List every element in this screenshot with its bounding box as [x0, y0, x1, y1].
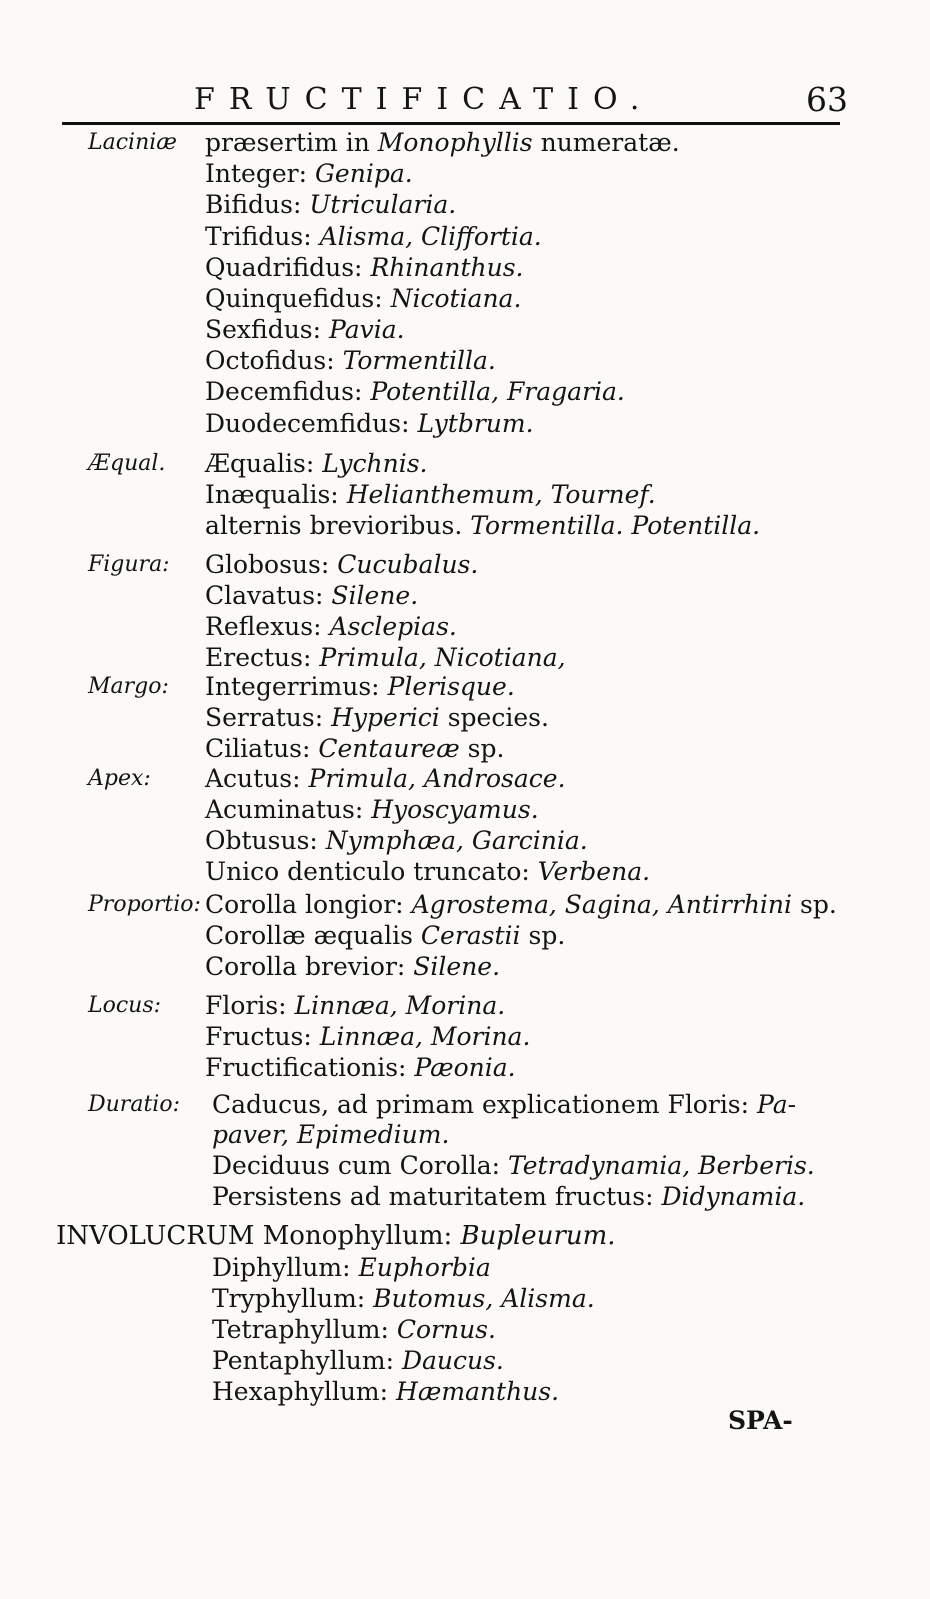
text-line: Octofidus: Tormentilla.	[205, 346, 496, 375]
text-line: Pentaphyllum: Daucus.	[212, 1346, 504, 1375]
text-line: Inæqualis: Helianthemum, Tournef.	[205, 480, 656, 509]
catchword: SPA-	[728, 1406, 793, 1435]
text-line: paver, Epimedium.	[212, 1120, 450, 1149]
page-number: 63	[806, 80, 848, 119]
text-line: Integerrimus: Plerisque.	[205, 672, 515, 701]
running-title: FRUCTIFICATIO.	[194, 82, 654, 117]
text-line: Hexaphyllum: Hæmanthus.	[212, 1377, 560, 1406]
text-line: Corolla brevior: Silene.	[205, 952, 501, 981]
text-line: Serratus: Hyperici species.	[205, 703, 549, 732]
text-line: Reflexus: Asclepias.	[205, 612, 457, 641]
label-proportio: Proportio:	[88, 892, 201, 917]
text-line: Bifidus: Utricularia.	[205, 190, 457, 219]
text-line: Ciliatus: Centaureæ sp.	[205, 734, 505, 763]
text-line: Caducus, ad primam explicationem Floris: Pa-	[212, 1090, 797, 1119]
text-line: Decemfidus: Potentilla, Fragaria.	[205, 377, 625, 406]
text-line: Persistens ad maturitatem fructus: Didynamia.	[212, 1182, 806, 1211]
text-line: Fructificationis: Pæonia.	[205, 1053, 516, 1082]
text-line: Trifidus: Alisma, Cliffortia.	[205, 222, 542, 251]
header-rule	[62, 122, 840, 125]
label-apex: Apex:	[88, 766, 151, 791]
text-line: alternis brevioribus. Tormentilla. Potentilla.	[205, 511, 761, 540]
text-line: Quadrifidus: Rhinanthus.	[205, 253, 524, 282]
text-line: Æqualis: Lychnis.	[205, 449, 428, 478]
text-line: Quinquefidus: Nicotiana.	[205, 284, 522, 313]
label-margo: Margo:	[88, 674, 169, 699]
involucrum-heading: INVOLUCRUM Monophyllum: Bupleurum.	[56, 1221, 616, 1251]
label-aequal: Æqual.	[88, 451, 166, 476]
running-header	[62, 74, 848, 124]
text-line: Corolla longior: Agrostema, Sagina, Antirrhini sp.	[205, 890, 837, 919]
text-line: Acuminatus: Hyoscyamus.	[205, 795, 539, 824]
text-line: Erectus: Primula, Nicotiana,	[205, 643, 566, 672]
text-line: Sexfidus: Pavia.	[205, 315, 405, 344]
text-line: Tetraphyllum: Cornus.	[212, 1315, 496, 1344]
text-line: Unico denticulo truncato: Verbena.	[205, 857, 651, 886]
text-line: Duodecemfidus: Lytbrum.	[205, 409, 534, 438]
text-line: præsertim in Monophyllis numeratæ.	[205, 128, 680, 157]
text-line: Tryphyllum: Butomus, Alisma.	[212, 1284, 595, 1313]
text-line: Diphyllum: Euphorbia	[212, 1253, 491, 1282]
text-line: Integer: Genipa.	[205, 159, 413, 188]
text-line: Clavatus: Silene.	[205, 581, 419, 610]
label-locus: Locus:	[88, 993, 162, 1018]
text-line: Corollæ æqualis Cerastii sp.	[205, 921, 566, 950]
label-figura: Figura:	[88, 552, 170, 577]
text-line: Acutus: Primula, Androsace.	[205, 764, 566, 793]
label-duratio: Duratio:	[88, 1092, 180, 1117]
label-laciniae: Laciniæ	[88, 130, 177, 155]
text-line: Obtusus: Nymphæa, Garcinia.	[205, 826, 588, 855]
text-line: Fructus: Linnæa, Morina.	[205, 1022, 531, 1051]
text-line: Deciduus cum Corolla: Tetradynamia, Berberis.	[212, 1151, 815, 1180]
text-line: Globosus: Cucubalus.	[205, 550, 479, 579]
text-line: Floris: Linnæa, Morina.	[205, 991, 506, 1020]
